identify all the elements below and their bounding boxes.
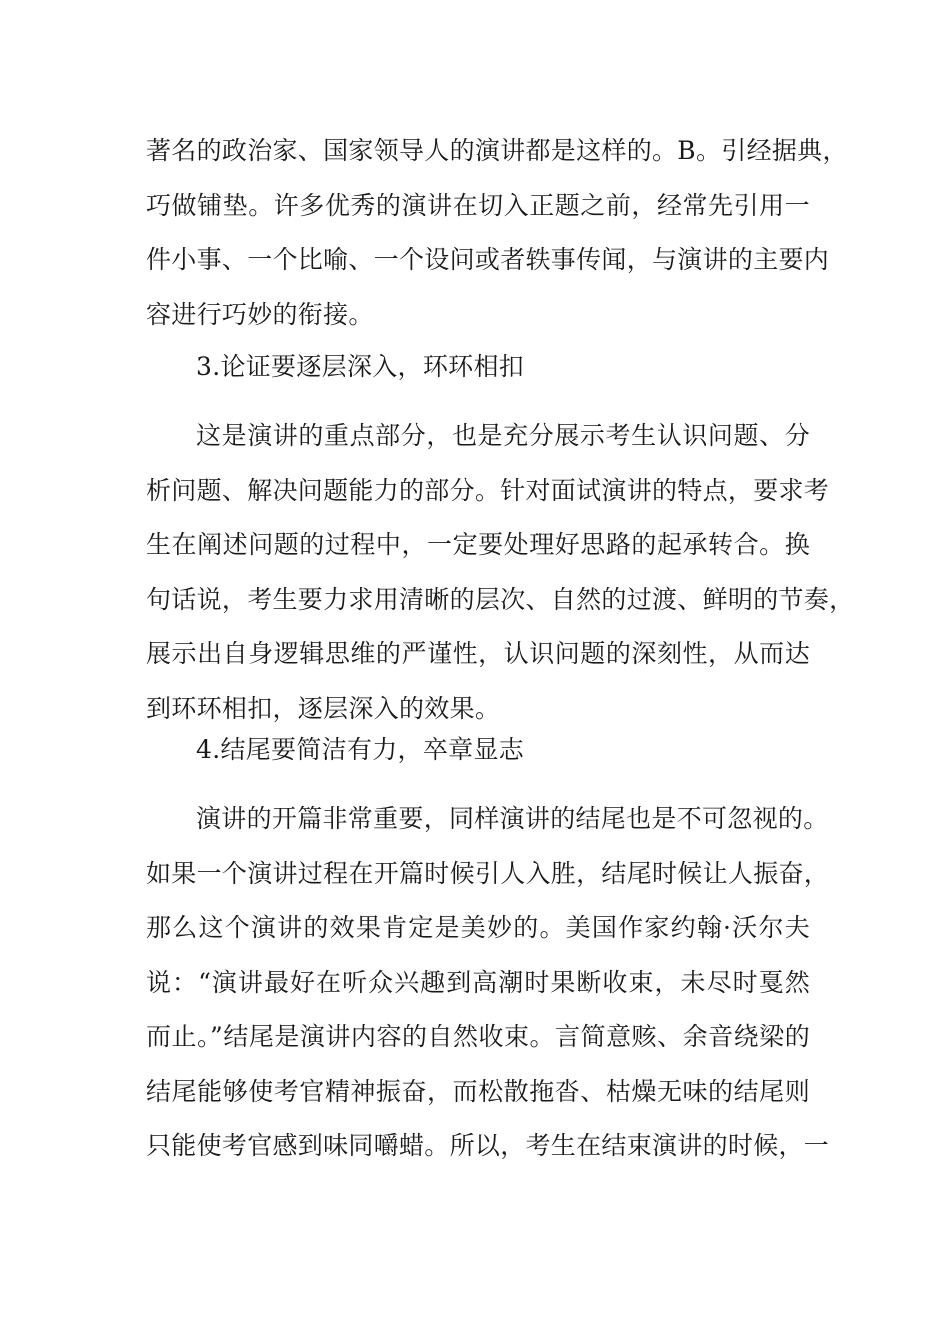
paragraph-3-line: 而止。”结尾是演讲内容的自然收束。言简意赅、余音绕梁的 [146,1022,810,1051]
paragraph-3 [146,792,830,1174]
paragraph-3-line: 如果一个演讲过程在开篇时候引人入胜，结尾时候让人振奋， [146,858,830,888]
paragraph-2-line: 这是演讲的重点部分，也是充分展示考生认识问题、分 [196,421,810,450]
paragraph-2-line: 生在阐述问题的过程中，一定要处理好思路的起承转合。换 [146,530,810,559]
paragraph-1 [146,124,848,342]
paragraph-2-line: 展示出自身逻辑思维的严谨性，认识问题的深刻性，从而达 [146,639,810,668]
paragraph-2-line: 到环环相扣，逐层深入的效果。 [146,693,501,723]
paragraph-3-line: 只能使考官感到味同嚼蜡。所以，考生在结束演讲的时候，一 [146,1131,830,1160]
paragraph-3-line: 那么这个演讲的效果肯定是美妙的。美国作家约翰·沃尔夫 [146,913,810,942]
section-heading-3: 3.论证要逐层深入，环环相扣 [196,352,525,381]
paragraph-3-line: 结尾能够使考官精神振奋，而松散拖沓、枯燥无味的结尾则 [146,1076,810,1106]
paragraph-2 [146,409,855,736]
paragraph-3-line: 说：“演讲最好在听众兴趣到高潮时果断收束，未尽时戛然 [146,967,810,997]
paragraph-3-line: 演讲的开篇非常重要，同样演讲的结尾也是不可忽视的。 [196,804,829,833]
paragraph-1-line: 著名的政治家、国家领导人的演讲都是这样的。B。引经据典， [146,136,848,165]
paragraph-1-line: 容进行巧妙的衔接。 [146,299,374,329]
paragraph-1-line: 件小事、一个比喻、一个设问或者轶事传闻，与演讲的主要内 [146,245,830,274]
paragraph-1-line: 巧做铺垫。许多优秀的演讲在切入正题之前，经常先引用一 [146,190,810,220]
paragraph-2-line: 句话说，考生要力求用清晰的层次、自然的过渡、鲜明的节奏， [146,584,855,614]
section-heading-4: 4.结尾要简洁有力，卒章显志 [196,735,525,764]
paragraph-2-line: 析问题、解决问题能力的部分。针对面试演讲的特点，要求考 [146,475,830,505]
